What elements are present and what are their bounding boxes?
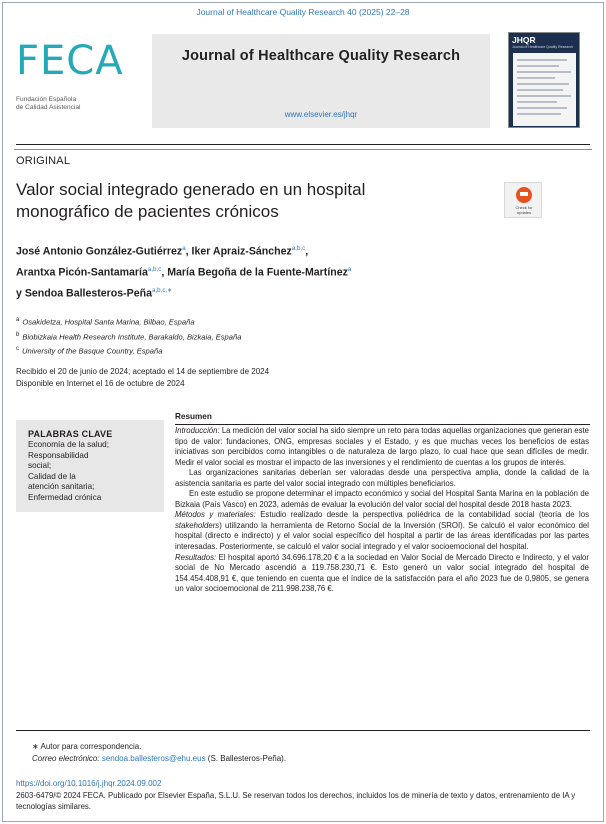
abstract-body [175, 426, 589, 595]
author-separator: , [185, 245, 192, 258]
email-person: (S. Ballesteros-Peña). [205, 754, 287, 763]
keyword-item: Economía de la salud; [28, 440, 110, 449]
affiliation-text: Biobizkaia Health Research Institute, Barakaldo, Bizkaia, España [22, 332, 242, 342]
header-rule [16, 144, 590, 145]
received-accepted-date: Recibido el 20 de junio de 2024; aceptado el 14 de septiembre de 2024 [16, 367, 270, 376]
methods-text-b: ) utilizando la herramienta de Retorno Social de la Inversión (SROI). Se calculó el valor económico del hospital (directo e indirecto) y el valor social específico del hospital a partir de las áreas identificadas por las partes interesadas. Posteriormente, se calculó el valor social integrado y el valor socioemocional del hospital. [175, 520, 589, 552]
article-title-line1: Valor social integrado generado en un hospital [16, 180, 366, 199]
email-label: Correo electrónico: [32, 754, 100, 763]
affiliation-text: Osakidetza, Hospital Santa Marina, Bilbao, España [22, 317, 195, 327]
corresponding-email-line [32, 753, 286, 765]
keywords-list [28, 440, 164, 503]
author-separator: , [161, 266, 168, 279]
check-for-updates-badge[interactable] [504, 182, 542, 218]
email-link[interactable]: sendoa.ballesteros@ehu.eus [101, 754, 206, 763]
methods-label: Métodos y materiales: [175, 510, 256, 520]
affiliation-mark: a [16, 317, 20, 323]
keyword-item: atención sanitaria; [28, 482, 95, 491]
author-affiliation-sup[interactable]: a,b,c [291, 245, 306, 252]
journal-banner [152, 34, 490, 128]
author-separator: , [305, 245, 309, 258]
feca-logo-text: FECA [16, 38, 124, 84]
article-title [16, 179, 486, 223]
running-header[interactable]: Journal of Healthcare Quality Research 40 (2025) 22–28 [196, 7, 410, 17]
keyword-item: Calidad de la [28, 471, 76, 481]
cover-subtitle: Journal of Healthcare Quality Research [512, 45, 574, 49]
copyright-notice: 2603-6479/© 2024 FECA. Publicado por Elsevier España, S.L.U. Se reservan todos los derechos, incluidos los de minería de texto y datos, entrenamiento de IA y tecnologías similares. [16, 791, 576, 811]
affiliation-item [16, 329, 576, 344]
author-affiliation-sup[interactable]: a [347, 266, 352, 274]
keyword-item: Enfermedad crónica [28, 492, 102, 502]
affiliation-mark: b [16, 331, 20, 338]
cover-title: JHQR [512, 35, 536, 45]
footnote-rule [16, 730, 590, 731]
check-updates-line2: updates [516, 210, 532, 215]
feca-subtitle-line2: de Calidad Asistencial [16, 104, 81, 111]
author-affiliation-sup[interactable]: a [182, 245, 186, 252]
results-text: El hospital aportó 34.696.178,20 € a la sociedad en Valor Social de Mercado Directo e Indirecto, y el valor social de No Mercado ascendió a 119.758.230,71 €. Esto generó un valor social integrado del hospital de 154.454.408,91 €, que teniendo en cuenta que el índice de la satisfacción para el año 2023 fue de 0,9805, se genera un valor socioemocional de 211.998.238,76 €. [175, 552, 589, 594]
results-label: Resultados: [175, 552, 217, 562]
author-list [16, 240, 576, 303]
affiliation-item [16, 343, 576, 358]
abstract-paragraph-3: En este estudio se propone determinar el impacto económico y social del Hospital Santa Marina en la población de Bizkaia (País Vasco) en 2023, además de evaluar la evolución del valor social del hospital desde 2018 hasta 2023. [175, 489, 589, 509]
authors-line1 [16, 240, 576, 261]
introduction-label: Introducción: [175, 426, 220, 435]
cover-line [517, 113, 561, 115]
author-affiliation-sup[interactable]: a,b,c,∗ [152, 287, 173, 295]
header-rule-grey [14, 149, 592, 150]
cover-line [517, 71, 571, 73]
article-section-label: ORIGINAL [16, 155, 71, 167]
corresponding-author-note: ∗ Autor para correspondencia. [32, 742, 142, 751]
abstract-introduction [175, 426, 589, 468]
affiliation-text: University of the Basque Country, España [22, 346, 163, 356]
author-name[interactable]: Arantxa Picón-Santamaría [16, 266, 148, 279]
author-name[interactable]: María Begoña de la Fuente-Martínez [167, 266, 348, 279]
authors-line2 [16, 261, 576, 282]
methods-text-a: Estudio realizado desde la perspectiva poliédrica de la contabilidad social (teoría de los [255, 510, 589, 520]
cover-line [517, 83, 569, 85]
journal-title: Journal of Healthcare Quality Research [181, 48, 461, 64]
abstract-results [175, 553, 589, 595]
abstract-heading: Resumen [175, 412, 212, 421]
author-affiliation-sup[interactable]: a,b,c [147, 266, 162, 274]
journal-url-link[interactable]: www.elsevier.es/jhqr [284, 110, 358, 119]
cover-line [517, 77, 555, 79]
author-name[interactable]: Iker Apraiz-Sánchez [191, 245, 292, 258]
online-date: Disponible en Internet el 16 de octubre de 2024 [16, 379, 185, 388]
author-name[interactable]: José Antonio González-Gutiérrez [16, 245, 183, 258]
cover-line [517, 59, 567, 61]
cover-line [517, 101, 557, 103]
cover-line [517, 107, 567, 109]
authors-line3 [16, 282, 576, 303]
bookmark-update-icon [516, 187, 532, 203]
check-updates-line1: Check for [515, 205, 533, 210]
affiliation-item [16, 314, 576, 329]
cover-line [517, 95, 571, 97]
feca-logo-subtitle [16, 96, 81, 112]
affiliation-mark: c [16, 346, 19, 353]
methods-italic-term: stakeholders [175, 520, 220, 530]
doi-link[interactable]: https://doi.org/10.1016/j.jhqr.2024.09.002 [16, 779, 162, 788]
introduction-text: La medición del valor social ha sido siempre un reto para todas aquellas organizaciones que generan este tipo de valor: fundaciones, ONG, empresas sociales y el Estado, y es que muchas veces los beneficios de estas iniciativas son percibidos como intangibles o de naturaleza de largo plazo, lo cual hace que sean difíciles de medir. Medir el valor social es mostrar el impacto de las inversiones y el rendimiento de cuentas a los grupos de interés. [175, 426, 589, 467]
keywords-box [16, 420, 164, 512]
journal-cover-thumbnail[interactable] [508, 32, 580, 128]
abstract-rule [175, 424, 590, 425]
keywords-heading: PALABRAS CLAVE [28, 429, 113, 439]
feca-logo[interactable] [12, 32, 152, 124]
cover-line [517, 89, 563, 91]
cover-page-area [513, 53, 576, 126]
check-updates-label [505, 205, 543, 215]
article-title-line2: monográfico de pacientes crónicos [16, 202, 279, 221]
cover-line [517, 65, 559, 67]
keyword-item: Responsabilidad [28, 450, 89, 460]
keyword-item: social; [28, 461, 52, 470]
abstract-methods [175, 510, 589, 552]
affiliations-list [16, 314, 576, 358]
article-dates [16, 366, 576, 390]
feca-subtitle-line1: Fundación Española [16, 96, 77, 103]
abstract-paragraph-2: Las organizaciones sanitarias deberían ser valoradas desde una perspectiva amplia, donde la calidad de la asistencia sanitaria es parte del valor social integrado con múltiples beneficiarios. [175, 468, 589, 488]
author-name[interactable]: y Sendoa Ballesteros-Peña [16, 287, 153, 300]
